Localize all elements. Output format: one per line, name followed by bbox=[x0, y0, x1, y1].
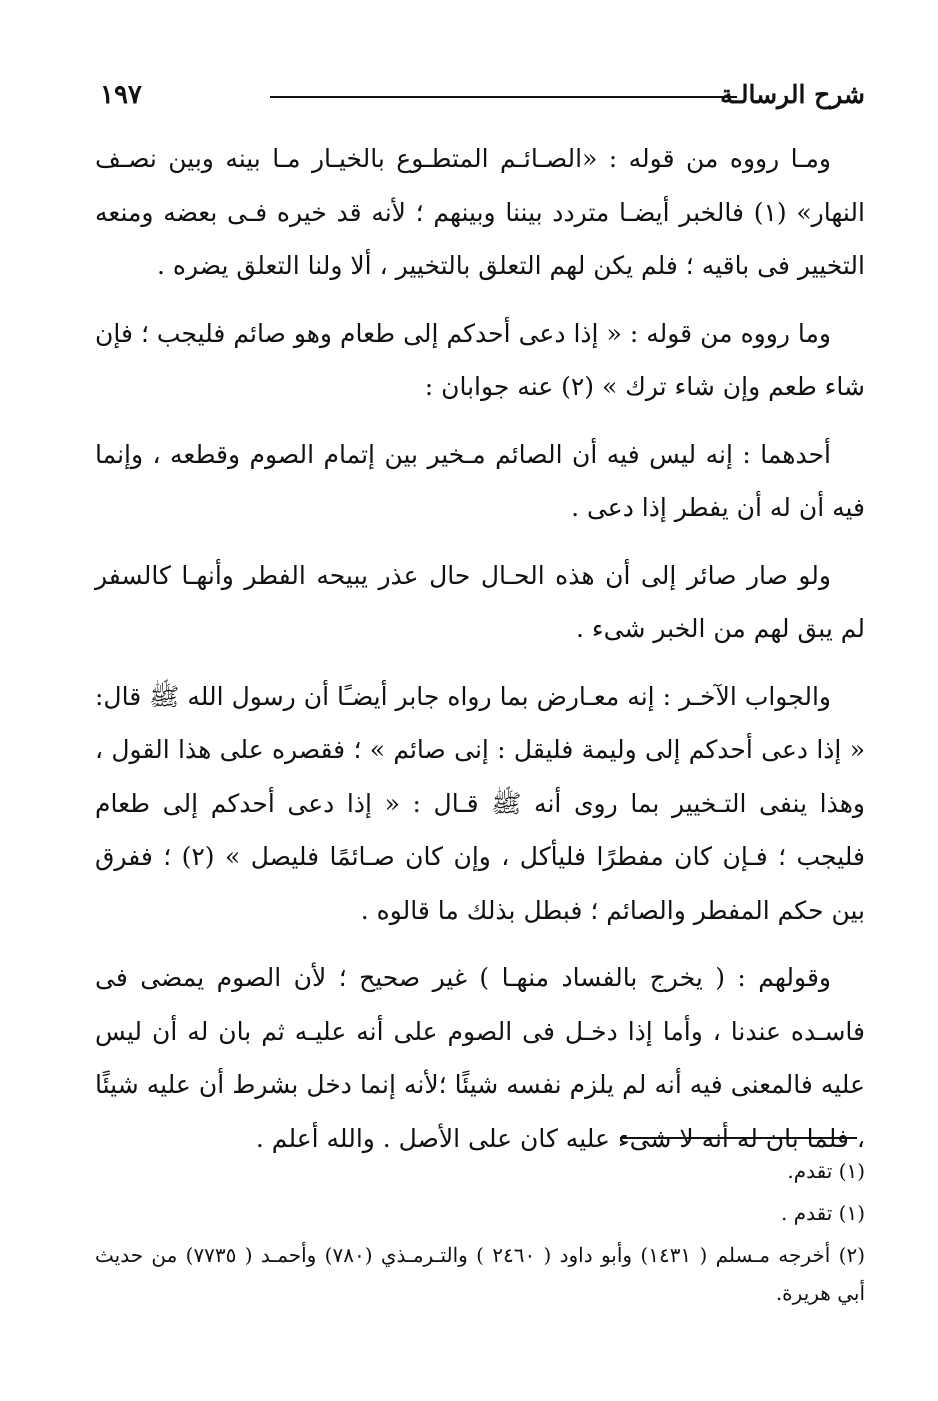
footnote-rule bbox=[620, 1137, 857, 1139]
paragraph: وما رووه من قوله : « إذا دعى أحدكم إلى طعام وهو صائم فليجب ؛ فإن شاء طعم وإن شاء ترك » (٢) عنه جوابان : bbox=[95, 318, 865, 401]
paragraph: ولو صار صائر إلى أن هذه الحـال حال عذر يبيحه الفطر وأنهـا كالسفر لم يبق لهم من الخبر شىء . bbox=[95, 560, 865, 643]
body-text bbox=[95, 132, 865, 1165]
header-rule bbox=[270, 96, 737, 98]
running-head: شرح الرسالـة bbox=[720, 80, 865, 109]
paragraph: والجواب الآخـر : إنه معـارض بما رواه جابر أيضـًا أن رسول الله ﷺ قال: « إذا دعى أحدكم إلى وليمة فليقل : إنى صائم » ؛ فقصره على هذا القول ، وهذا ينفى التـخيير بما روى أنه ﷺ قـال : « إذا دعى أحدكم إلى طعام فليجب ؛ فـإن كان مفطرًا فليأكل ، وإن كان صـائمًا فليصل » (٢) ؛ ففرق بين حكم المفطر والصائم ؛ فبطل بذلك ما قالوه . bbox=[95, 681, 865, 925]
paragraph: أحدهما : إنه ليس فيه أن الصائم مـخير بين إتمام الصوم وقطعه ، وإنما فيه أن له أن يفطر إذا دعى . bbox=[95, 439, 865, 522]
page-header bbox=[100, 78, 865, 118]
page-number: ١٩٧ bbox=[100, 80, 142, 110]
footnotes bbox=[95, 1152, 865, 1312]
paragraph: وقولهم : ( يخرج بالفساد منهـا ) غير صحيح ؛ لأن الصوم يمضى فى فاسـده عندنا ، وأما إذا دخـل فى الصوم على أنه عليـه ثم بان له أن ليس عليه فالمعنى فيه أنه لم يلزم نفسه شيئًا ؛لأنه إنما دخل بشرط أن عليه شيئًا ، فلما بان له أنه لا شىء عليه كان على الأصل . والله أعلم . bbox=[95, 963, 865, 1153]
footnote: (١) تقدم . bbox=[780, 1201, 865, 1225]
paragraph: ومـا رووه من قوله : «الصـائـم المتطـوع بالخيـار مـا بينه وبين نصـف النهار» (١) فالخبر أيضـا متردد بيننا وبينهم ؛ لأنه قد خيره فـى بعضه ومنعه التخيير فى باقيه ؛ فلم يكن لهم التعلق بالتخيير ، ألا ولنا التعلق يضره . bbox=[95, 144, 865, 280]
footnote: (٢) أخرجه مـسلم ( ١٤٣١) وأبو داود ( ٢٤٦٠ ) والتـرمـذي (٧٨٠) وأحمـد ( ٧٧٣٥) من حديث أبي هريرة. bbox=[95, 1243, 865, 1305]
footnote: (١) تقدم. bbox=[787, 1159, 865, 1183]
